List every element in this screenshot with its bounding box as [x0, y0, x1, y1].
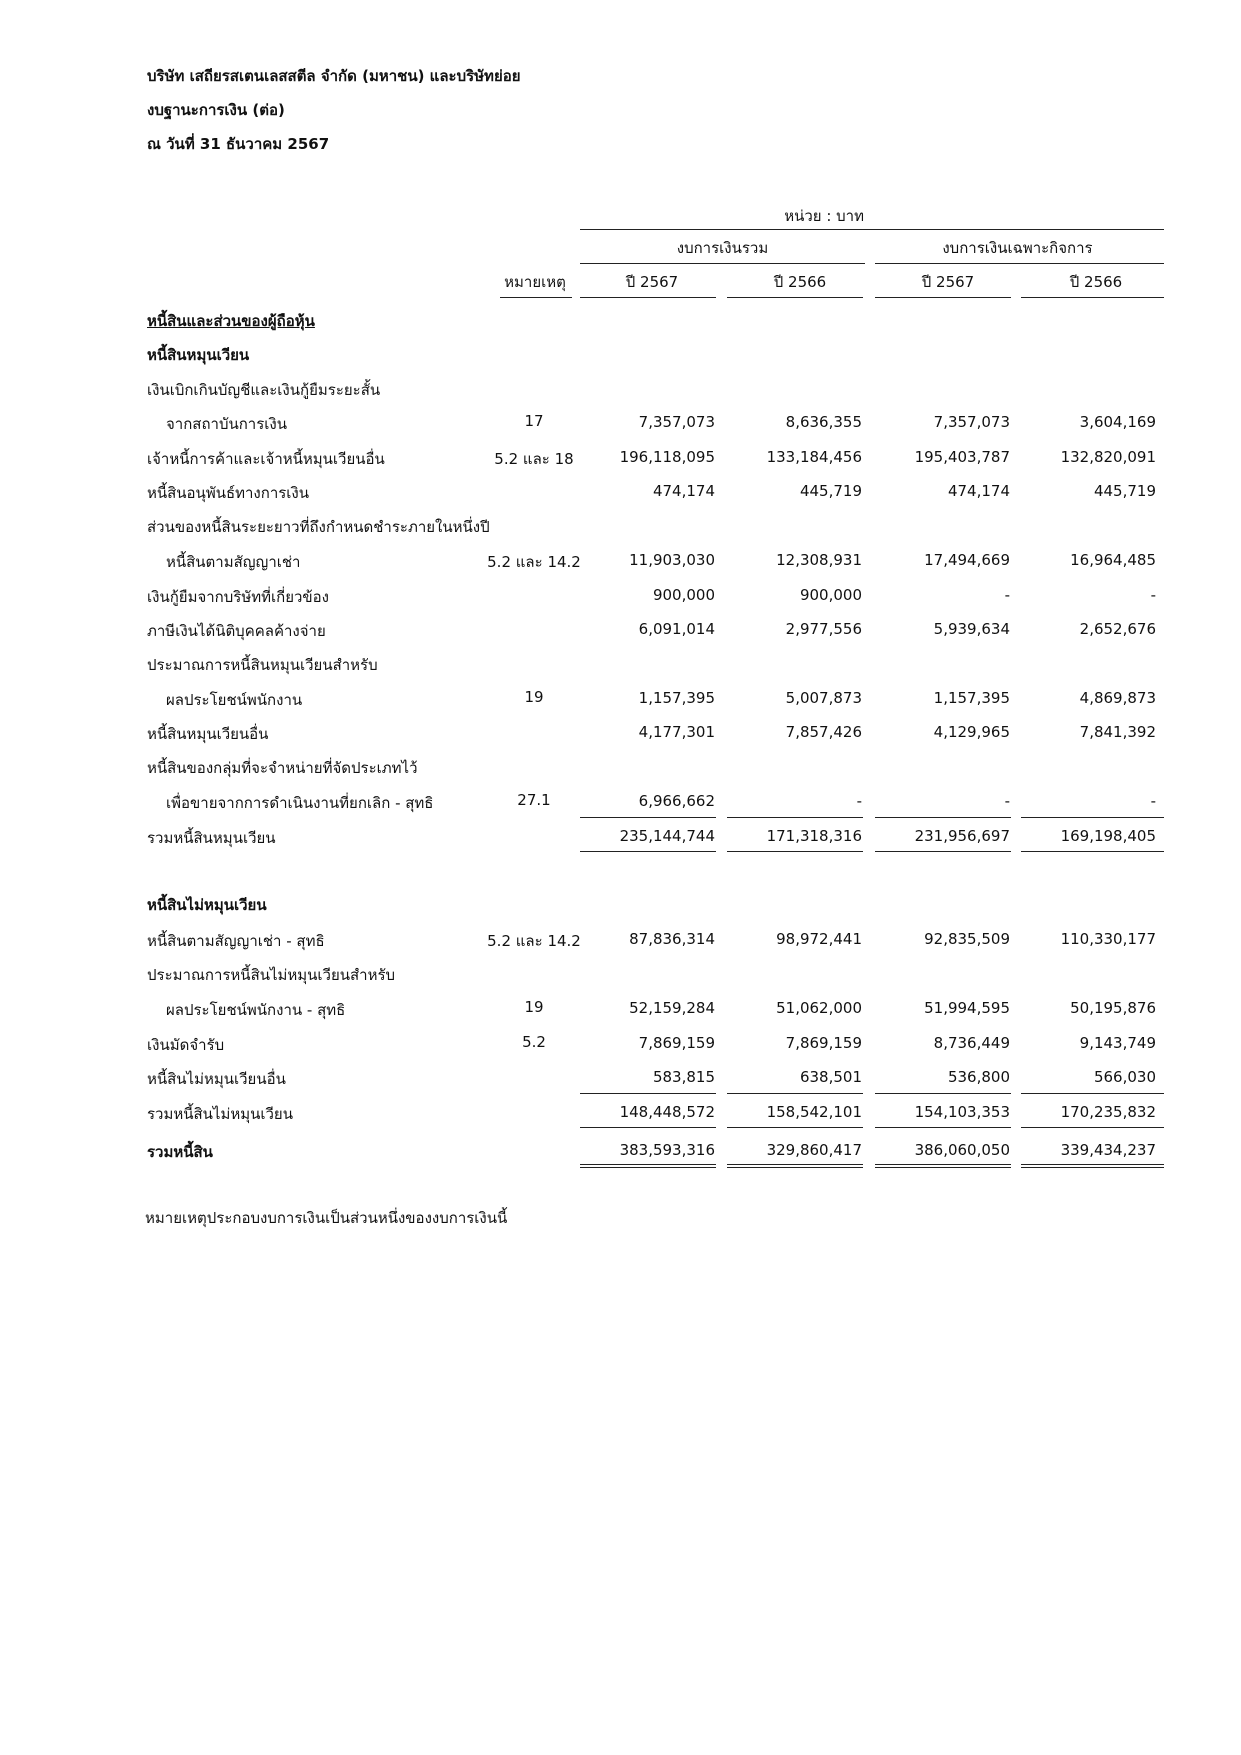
value-c2: 900,000 — [799, 586, 862, 604]
row-label: หนี้สินหมุนเวียนอื่น — [147, 725, 269, 743]
value-c2: 329,860,417 — [766, 1141, 862, 1159]
table-row — [0, 577, 1241, 611]
table-row — [0, 714, 1241, 748]
table-row — [0, 439, 1241, 473]
value-c4: - — [1150, 792, 1156, 810]
row-label: หนี้สินตามสัญญาเช่า - สุทธิ — [147, 932, 325, 950]
value-c1: 196,118,095 — [619, 448, 715, 466]
row-label: ผลประโยชน์พนักงาน — [166, 691, 303, 709]
section-noncurrent-liabilities — [0, 885, 1241, 919]
value-c1: 1,157,395 — [638, 689, 715, 707]
value-c1: 6,966,662 — [638, 792, 715, 810]
value-c2: 7,857,426 — [785, 723, 862, 741]
total-rule — [1021, 851, 1164, 852]
col-header-c3: ปี 2567 — [921, 273, 975, 291]
total-rule — [727, 851, 863, 852]
table-row — [0, 645, 1241, 679]
table-row — [0, 1025, 1241, 1059]
row-label: เงินเบิกเกินบัญชีและเงินกู้ยืมระยะสั้น — [147, 381, 381, 399]
value-c2: 8,636,355 — [785, 413, 862, 431]
value-c1: 474,174 — [652, 482, 715, 500]
value-c1: 11,903,030 — [629, 551, 715, 569]
col-header-note: หมายเหตุ — [504, 273, 566, 291]
value-c4: 16,964,485 — [1070, 551, 1156, 569]
value-c2: 12,308,931 — [776, 551, 862, 569]
value-c3: 17,494,669 — [924, 551, 1010, 569]
value-c4: 566,030 — [1093, 1068, 1156, 1086]
statement-date: ณ วันที่ 31 ธันวาคม 2567 — [147, 135, 330, 153]
row-label: ผลประโยชน์พนักงาน - สุทธิ — [166, 1001, 346, 1019]
row-note: 27.1 — [517, 791, 551, 809]
group-rule-separate — [875, 263, 1164, 264]
value-c3: 4,129,965 — [933, 723, 1010, 741]
value-c2: 2,977,556 — [785, 620, 862, 638]
value-c2: 5,007,873 — [785, 689, 862, 707]
value-c3: 8,736,449 — [933, 1034, 1010, 1052]
value-c3: 7,357,073 — [933, 413, 1010, 431]
grand-total-double-rule — [1021, 1164, 1164, 1168]
value-c3: 5,939,634 — [933, 620, 1010, 638]
total-noncurrent-liabilities-row — [0, 1094, 1241, 1128]
row-label: รวมหนี้สินไม่หมุนเวียน — [147, 1105, 293, 1123]
total-current-liabilities-row — [0, 818, 1241, 852]
value-c2: 158,542,101 — [766, 1103, 862, 1121]
value-c1: 4,177,301 — [638, 723, 715, 741]
value-c3: - — [1004, 792, 1010, 810]
row-label: หนี้สินหมุนเวียน — [147, 346, 250, 364]
value-c3: 1,157,395 — [933, 689, 1010, 707]
row-label: หนี้สินไม่หมุนเวียนอื่น — [147, 1070, 286, 1088]
value-c2: - — [856, 792, 862, 810]
value-c1: 235,144,744 — [619, 827, 715, 845]
row-label: ประมาณการหนี้สินไม่หมุนเวียนสำหรับ — [147, 966, 396, 984]
table-row — [0, 955, 1241, 989]
value-c2: 98,972,441 — [776, 930, 862, 948]
subtotal-rule — [875, 1127, 1011, 1128]
value-c1: 6,091,014 — [638, 620, 715, 638]
subtotal-rule — [580, 1127, 716, 1128]
value-c3: 474,174 — [947, 482, 1010, 500]
row-label: เพื่อขายจากการดำเนินงานที่ยกเลิก - สุทธิ — [166, 794, 434, 812]
value-c2: 133,184,456 — [766, 448, 862, 466]
value-c1: 583,815 — [652, 1068, 715, 1086]
table-row — [0, 542, 1241, 576]
table-row — [0, 473, 1241, 507]
value-c1: 7,357,073 — [638, 413, 715, 431]
table-row — [0, 404, 1241, 438]
value-c4: 9,143,749 — [1079, 1034, 1156, 1052]
total-liabilities-row — [0, 1132, 1241, 1166]
value-c1: 383,593,316 — [619, 1141, 715, 1159]
table-row — [0, 748, 1241, 782]
value-c2: 445,719 — [799, 482, 862, 500]
col-header-c4: ปี 2566 — [1069, 273, 1123, 291]
value-c3: 386,060,050 — [914, 1141, 1010, 1159]
value-c4: 110,330,177 — [1060, 930, 1156, 948]
col-rule-c2 — [727, 297, 863, 298]
section-liabilities-equity — [0, 301, 1241, 335]
total-rule — [875, 851, 1011, 852]
value-c3: - — [1004, 586, 1010, 604]
value-c4: 445,719 — [1093, 482, 1156, 500]
value-c1: 148,448,572 — [619, 1103, 715, 1121]
col-header-c2: ปี 2566 — [773, 273, 827, 291]
row-note: 5.2 — [522, 1033, 546, 1051]
row-label: เงินมัดจำรับ — [147, 1036, 225, 1054]
row-label: จากสถาบันการเงิน — [166, 415, 287, 433]
table-row — [0, 783, 1241, 817]
row-note: 5.2 และ 18 — [494, 450, 574, 468]
row-label: รวมหนี้สิน — [147, 1143, 213, 1161]
value-c3: 536,800 — [947, 1068, 1010, 1086]
row-label: หนี้สินของกลุ่มที่จะจำหน่ายที่จัดประเภทไว้ — [147, 759, 418, 777]
col-rule-c3 — [875, 297, 1011, 298]
value-c4: 169,198,405 — [1060, 827, 1156, 845]
value-c3: 231,956,697 — [914, 827, 1010, 845]
group-separate: งบการเงินเฉพาะกิจการ — [942, 239, 1093, 257]
table-row — [0, 611, 1241, 645]
value-c4: 3,604,169 — [1079, 413, 1156, 431]
table-row — [0, 370, 1241, 404]
row-label: หนี้สินตามสัญญาเช่า — [166, 553, 301, 571]
grand-total-double-rule — [875, 1164, 1011, 1168]
row-label: ประมาณการหนี้สินหมุนเวียนสำหรับ — [147, 656, 378, 674]
value-c1: 52,159,284 — [629, 999, 715, 1017]
value-c3: 51,994,595 — [924, 999, 1010, 1017]
value-c4: 170,235,832 — [1060, 1103, 1156, 1121]
row-note: 19 — [524, 998, 544, 1016]
value-c4: 2,652,676 — [1079, 620, 1156, 638]
value-c3: 154,103,353 — [914, 1103, 1010, 1121]
row-note: 19 — [524, 688, 544, 706]
row-label: รวมหนี้สินหมุนเวียน — [147, 829, 276, 847]
row-note: 17 — [524, 412, 544, 430]
table-row — [0, 680, 1241, 714]
value-c4: 4,869,873 — [1079, 689, 1156, 707]
row-label: หนี้สินไม่หมุนเวียน — [147, 896, 267, 914]
value-c1: 7,869,159 — [638, 1034, 715, 1052]
subtotal-rule — [727, 1127, 863, 1128]
total-rule — [580, 851, 716, 852]
row-label: ภาษีเงินได้นิติบุคคลค้างจ่าย — [147, 622, 326, 640]
value-c3: 195,403,787 — [914, 448, 1010, 466]
value-c2: 638,501 — [799, 1068, 862, 1086]
footer-note: หมายเหตุประกอบงบการเงินเป็นส่วนหนึ่งของงบการเงินนี้ — [145, 1209, 508, 1227]
value-c4: - — [1150, 586, 1156, 604]
grand-total-double-rule — [580, 1164, 716, 1168]
row-label: เจ้าหนี้การค้าและเจ้าหนี้หมุนเวียนอื่น — [147, 450, 385, 468]
table-row — [0, 921, 1241, 955]
unit-rule — [580, 229, 1164, 230]
value-c2: 51,062,000 — [776, 999, 862, 1017]
col-rule-note — [500, 297, 572, 298]
value-c4: 132,820,091 — [1060, 448, 1156, 466]
value-c4: 7,841,392 — [1079, 723, 1156, 741]
row-label: ส่วนของหนี้สินระยะยาวที่ถึงกำหนดชำระภายในหนึ่งปี — [147, 518, 490, 536]
col-rule-c4 — [1021, 297, 1164, 298]
section-current-liabilities — [0, 335, 1241, 369]
row-note: 5.2 และ 14.2 — [487, 932, 581, 950]
subtotal-rule — [1021, 1127, 1164, 1128]
value-c2: 7,869,159 — [785, 1034, 862, 1052]
company-name: บริษัท เสถียรสเตนเลสสตีล จำกัด (มหาชน) และบริษัทย่อย — [147, 67, 521, 85]
row-note: 5.2 และ 14.2 — [487, 553, 581, 571]
group-consolidated: งบการเงินรวม — [676, 239, 769, 257]
row-label: เงินกู้ยืมจากบริษัทที่เกี่ยวข้อง — [147, 588, 330, 606]
value-c1: 87,836,314 — [629, 930, 715, 948]
value-c1: 900,000 — [652, 586, 715, 604]
value-c4: 339,434,237 — [1060, 1141, 1156, 1159]
unit-label: หน่วย : บาท — [784, 207, 864, 225]
statement-title: งบฐานะการเงิน (ต่อ) — [147, 101, 285, 119]
row-label: หนี้สินอนุพันธ์ทางการเงิน — [147, 484, 310, 502]
row-label: หนี้สินและส่วนของผู้ถือหุ้น — [147, 312, 315, 330]
col-header-c1: ปี 2567 — [625, 273, 679, 291]
value-c4: 50,195,876 — [1070, 999, 1156, 1017]
col-rule-c1 — [580, 297, 716, 298]
table-row — [0, 507, 1241, 541]
group-rule-consolidated — [580, 263, 865, 264]
value-c3: 92,835,509 — [924, 930, 1010, 948]
table-row — [0, 1059, 1241, 1093]
table-row — [0, 990, 1241, 1024]
grand-total-double-rule — [727, 1164, 863, 1168]
value-c2: 171,318,316 — [766, 827, 862, 845]
